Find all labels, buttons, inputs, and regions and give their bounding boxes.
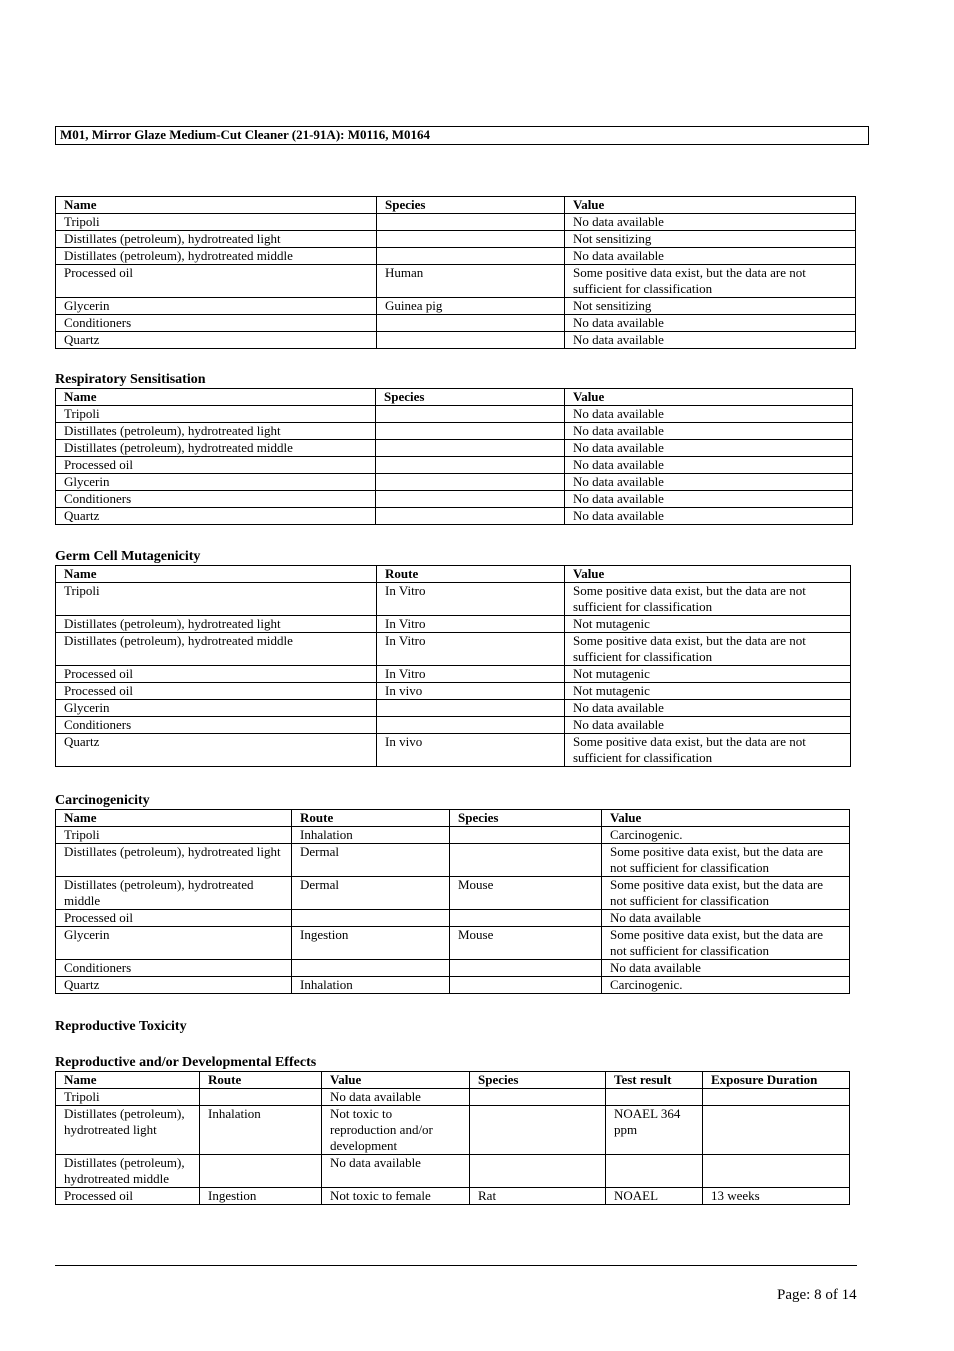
table-cell: Processed oil [56, 457, 376, 474]
table-cell: Conditioners [56, 491, 376, 508]
table-cell: Distillates (petroleum), hydrotreated middle [56, 248, 377, 265]
column-header: Value [602, 810, 850, 827]
table-cell: No data available [565, 474, 853, 491]
page-number: Page: 8 of 14 [777, 1287, 857, 1303]
table-cell: Some positive data exist, but the data are not sufficient for classification [565, 583, 851, 616]
germ-cell-mutagenicity-section [55, 549, 851, 767]
table-cell: Not sensitizing [565, 298, 856, 315]
table-row [56, 1155, 850, 1188]
column-header: Value [565, 389, 853, 406]
table-cell [703, 1106, 850, 1155]
table-cell [703, 1089, 850, 1106]
column-header: Value [322, 1072, 470, 1089]
column-header: Route [292, 810, 450, 827]
table-cell [470, 1155, 606, 1188]
table-row [56, 734, 851, 767]
table-cell: No data available [602, 910, 850, 927]
table-cell: NOAEL [606, 1188, 703, 1205]
table-row [56, 214, 856, 231]
carcinogenicity-table [55, 809, 850, 994]
table-cell: Not toxic to reproduction and/or development [322, 1106, 470, 1155]
table-cell: Ingestion [200, 1188, 322, 1205]
table-cell: No data available [565, 700, 851, 717]
section-title: Germ Cell Mutagenicity [55, 549, 201, 564]
table-cell [376, 423, 565, 440]
table-cell: Not toxic to female [322, 1188, 470, 1205]
table-cell: In Vitro [377, 633, 565, 666]
table-row [56, 927, 850, 960]
table-cell: No data available [565, 214, 856, 231]
table-cell: Tripoli [56, 406, 376, 423]
table-row [56, 683, 851, 700]
table-row [56, 248, 856, 265]
table-cell [606, 1089, 703, 1106]
column-header: Route [377, 566, 565, 583]
table-cell [200, 1155, 322, 1188]
table-cell: Quartz [56, 508, 376, 525]
table-row [56, 910, 850, 927]
table-cell: Processed oil [56, 265, 377, 298]
table-cell: Conditioners [56, 960, 292, 977]
table-cell [292, 910, 450, 927]
table-cell: No data available [565, 332, 856, 349]
table-row [56, 508, 853, 525]
table-cell: No data available [565, 491, 853, 508]
table-cell: Glycerin [56, 474, 376, 491]
table-cell: Mouse [450, 877, 602, 910]
table-cell: Some positive data exist, but the data are not sufficient for classification [565, 633, 851, 666]
table-cell: Rat [470, 1188, 606, 1205]
table-cell: In vivo [377, 683, 565, 700]
column-header: Test result [606, 1072, 703, 1089]
table-row [56, 633, 851, 666]
table-cell: Carcinogenic. [602, 827, 850, 844]
table-row [56, 457, 853, 474]
table-cell: Quartz [56, 977, 292, 994]
table-cell [377, 700, 565, 717]
table-cell [376, 457, 565, 474]
table-row [56, 265, 856, 298]
table-cell: Conditioners [56, 315, 377, 332]
table-cell: In Vitro [377, 616, 565, 633]
table-header-row [56, 1072, 850, 1089]
table-cell [377, 332, 565, 349]
table-cell: 13 weeks [703, 1188, 850, 1205]
table-cell [377, 231, 565, 248]
table-cell: Processed oil [56, 683, 377, 700]
table-cell: Inhalation [292, 977, 450, 994]
table-row [56, 315, 856, 332]
table-row [56, 298, 856, 315]
table-cell: Dermal [292, 877, 450, 910]
section-title: Carcinogenicity [55, 793, 150, 808]
table-cell: Some positive data exist, but the data are not sufficient for classification [565, 734, 851, 767]
skin-sensitisation-section [55, 196, 856, 349]
table-row [56, 717, 851, 734]
document-header: M01, Mirror Glaze Medium-Cut Cleaner (21-91A): M0116, M0164 [55, 126, 869, 145]
table-row [56, 332, 856, 349]
table-cell: Distillates (petroleum), hydrotreated light [56, 1106, 200, 1155]
column-header: Species [470, 1072, 606, 1089]
table-cell [292, 960, 450, 977]
table-cell: Distillates (petroleum), hydrotreated middle [56, 877, 292, 910]
table-cell: No data available [565, 315, 856, 332]
table-cell: No data available [322, 1155, 470, 1188]
table-cell [376, 508, 565, 525]
table-cell: Tripoli [56, 583, 377, 616]
table-cell [450, 827, 602, 844]
column-header: Name [56, 197, 377, 214]
skin-sensitisation-table [55, 196, 856, 349]
table-cell: Not sensitizing [565, 231, 856, 248]
table-cell: Inhalation [292, 827, 450, 844]
table-cell: Distillates (petroleum), hydrotreated light [56, 844, 292, 877]
table-cell [377, 248, 565, 265]
table-cell [377, 315, 565, 332]
table-row [56, 474, 853, 491]
table-cell: Guinea pig [377, 298, 565, 315]
column-header: Name [56, 1072, 200, 1089]
table-row [56, 406, 853, 423]
table-row [56, 700, 851, 717]
table-cell [376, 440, 565, 457]
table-cell: Glycerin [56, 700, 377, 717]
column-header: Name [56, 810, 292, 827]
table-cell [450, 977, 602, 994]
table-header-row [56, 389, 853, 406]
table-cell: Distillates (petroleum), hydrotreated light [56, 616, 377, 633]
table-cell: No data available [565, 248, 856, 265]
table-cell [703, 1155, 850, 1188]
table-cell: Conditioners [56, 717, 377, 734]
section-title: Reproductive Toxicity [55, 1019, 187, 1034]
table-cell: Dermal [292, 844, 450, 877]
table-cell: Glycerin [56, 927, 292, 960]
table-row [56, 423, 853, 440]
table-cell: Not mutagenic [565, 616, 851, 633]
table-cell [377, 717, 565, 734]
table-row [56, 960, 850, 977]
table-header-row [56, 566, 851, 583]
table-cell: Some positive data exist, but the data are not sufficient for classification [602, 844, 850, 877]
germ-cell-mutagenicity-table [55, 565, 851, 767]
table-cell: Processed oil [56, 1188, 200, 1205]
table-cell: Tripoli [56, 1089, 200, 1106]
table-row [56, 877, 850, 910]
table-header-row [56, 197, 856, 214]
respiratory-sensitisation-table [55, 388, 853, 525]
column-header: Name [56, 389, 376, 406]
table-row [56, 1106, 850, 1155]
table-row [56, 440, 853, 457]
table-cell [376, 406, 565, 423]
table-cell: Distillates (petroleum), hydrotreated light [56, 231, 377, 248]
reproductive-effects-table [55, 1071, 850, 1205]
table-cell: In Vitro [377, 583, 565, 616]
table-cell [450, 910, 602, 927]
table-cell: Distillates (petroleum), hydrotreated middle [56, 633, 377, 666]
table-cell: Inhalation [200, 1106, 322, 1155]
column-header: Species [377, 197, 565, 214]
table-row [56, 1089, 850, 1106]
column-header: Species [376, 389, 565, 406]
footer-divider [55, 1265, 857, 1266]
table-cell: Ingestion [292, 927, 450, 960]
table-cell [377, 214, 565, 231]
table-cell: Some positive data exist, but the data are not sufficient for classification [602, 927, 850, 960]
table-cell: No data available [602, 960, 850, 977]
table-row [56, 666, 851, 683]
table-cell: NOAEL 364 ppm [606, 1106, 703, 1155]
table-cell [606, 1155, 703, 1188]
table-cell: Distillates (petroleum), hydrotreated middle [56, 1155, 200, 1188]
table-cell: Processed oil [56, 666, 377, 683]
table-cell: No data available [565, 508, 853, 525]
table-cell: Not mutagenic [565, 683, 851, 700]
table-cell: No data available [565, 717, 851, 734]
table-cell: Glycerin [56, 298, 377, 315]
column-header: Species [450, 810, 602, 827]
table-cell [450, 844, 602, 877]
table-cell [450, 960, 602, 977]
table-cell: In vivo [377, 734, 565, 767]
table-row [56, 844, 850, 877]
table-row [56, 616, 851, 633]
table-cell: In Vitro [377, 666, 565, 683]
table-cell: No data available [322, 1089, 470, 1106]
column-header: Name [56, 566, 377, 583]
table-cell [376, 474, 565, 491]
column-header: Value [565, 197, 856, 214]
table-cell: Carcinogenic. [602, 977, 850, 994]
table-cell: Quartz [56, 332, 377, 349]
section-subtitle: Reproductive and/or Developmental Effects [55, 1055, 317, 1070]
respiratory-sensitisation-section [55, 372, 853, 525]
table-cell: Distillates (petroleum), hydrotreated light [56, 423, 376, 440]
table-row [56, 827, 850, 844]
column-header: Exposure Duration [703, 1072, 850, 1089]
table-cell: Processed oil [56, 910, 292, 927]
column-header: Route [200, 1072, 322, 1089]
column-header: Value [565, 566, 851, 583]
table-row [56, 231, 856, 248]
table-cell: Mouse [450, 927, 602, 960]
table-cell: No data available [565, 457, 853, 474]
table-cell: Quartz [56, 734, 377, 767]
table-cell: Tripoli [56, 214, 377, 231]
table-cell: No data available [565, 440, 853, 457]
table-cell: Distillates (petroleum), hydrotreated middle [56, 440, 376, 457]
table-row [56, 977, 850, 994]
table-cell: Tripoli [56, 827, 292, 844]
table-cell [470, 1106, 606, 1155]
table-cell: Not mutagenic [565, 666, 851, 683]
table-header-row [56, 810, 850, 827]
table-cell: Human [377, 265, 565, 298]
table-row [56, 583, 851, 616]
table-cell [200, 1089, 322, 1106]
table-cell: No data available [565, 423, 853, 440]
table-row [56, 1188, 850, 1205]
table-cell [470, 1089, 606, 1106]
carcinogenicity-section [55, 793, 850, 994]
section-title: Respiratory Sensitisation [55, 372, 206, 387]
table-cell [376, 491, 565, 508]
table-row [56, 491, 853, 508]
table-cell: Some positive data exist, but the data are not sufficient for classification [565, 265, 856, 298]
reproductive-toxicity-section [55, 1019, 850, 1205]
table-cell: Some positive data exist, but the data are not sufficient for classification [602, 877, 850, 910]
table-cell: No data available [565, 406, 853, 423]
